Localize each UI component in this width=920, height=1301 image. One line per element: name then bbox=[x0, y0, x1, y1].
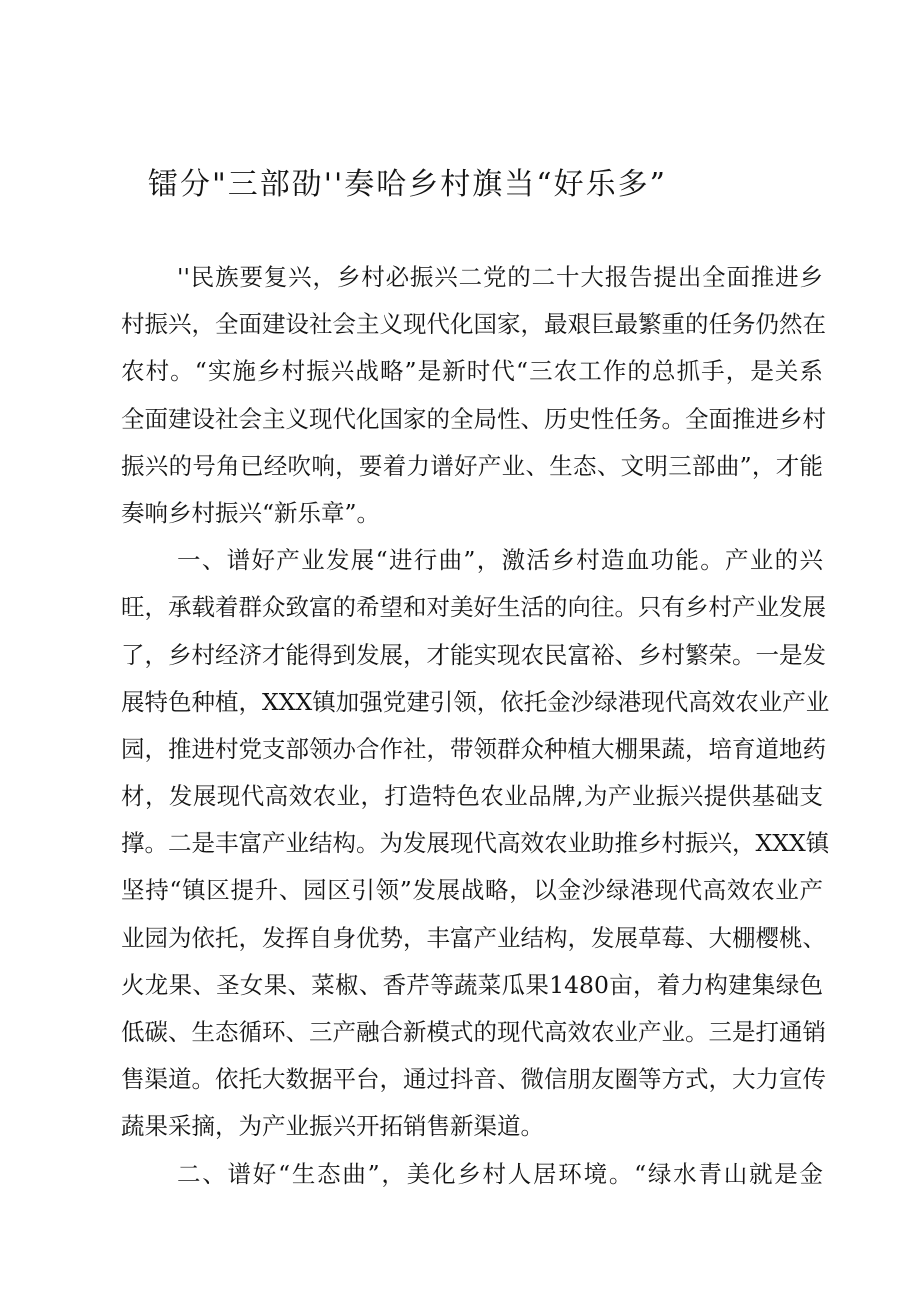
text-line: 村振兴，全面建设社会主义现代化国家，最艰巨最繁重的任务仍然在 bbox=[121, 310, 826, 339]
text-line: 坚持“镇区提升、园区引领”发展战略，以金沙绿港现代高效农业产 bbox=[121, 876, 823, 905]
document-title: 镭分"三部劭''奏哈乡村旗当“好乐多” bbox=[148, 167, 667, 202]
text-line: 一、谱好产业发展“进行曲”，激活乡村造血功能。产业的兴 bbox=[177, 546, 823, 575]
text-line: 二、谱好“生态曲”，美化乡村人居环境。“绿水青山就是金 bbox=[177, 1159, 823, 1188]
text-line: 旺，承载着群众致富的希望和对美好生活的向往。只有乡村产业发展 bbox=[121, 593, 826, 622]
document-body bbox=[121, 254, 830, 1198]
text-line: 振兴的号角已经吹响，要着力谱好产业、生态、文明三部曲”，才能 bbox=[121, 451, 823, 480]
text-line: 业园为依托，发挥自身优势，丰富产业结构，发展草莓、大棚樱桃、 bbox=[121, 923, 826, 952]
text-line: 售渠道。依托大数据平台，通过抖音、微信朋友圈等方式，大力宣传 bbox=[121, 1065, 826, 1094]
text-line: 撑。二是丰富产业结构。为发展现代高效农业助推乡村振兴，XXX镇 bbox=[121, 829, 830, 858]
text-line: 蔬果采摘，为产业振兴开拓销售新渠道。 bbox=[121, 1112, 544, 1141]
text-line: 奏响乡村振兴“新乐章”。 bbox=[121, 498, 381, 527]
text-line: 了，乡村经济才能得到发展，才能实现农民富裕、乡村繁荣。一是发 bbox=[121, 640, 826, 669]
text-line: 材，发展现代高效农业，打造特色农业品牌,为产业振兴提供基础支 bbox=[121, 782, 823, 811]
text-line: ''民族要复兴，乡村必振兴二党的二十大报告提出全面推进乡 bbox=[177, 263, 823, 291]
text-line: 全面建设社会主义现代化国家的全局性、历史性任务。全面推进乡村 bbox=[121, 404, 826, 433]
text-line: 农村。“实施乡村振兴战略”是新时代“三农工作的总抓手，是关系 bbox=[121, 357, 823, 386]
text-line: 展特色种植，XXX镇加强党建引领，依托金沙绿港现代高效农业产业 bbox=[121, 687, 830, 716]
text-line: 火龙果、圣女果、菜椒、香芹等蔬菜瓜果1480亩，着力构建集绿色 bbox=[121, 970, 823, 999]
text-line: 低碳、生态循环、三产融合新模式的现代高效农业产业。三是打通销 bbox=[121, 1018, 826, 1046]
text-line: 园，推进村党支部领办合作社，带领群众种植大棚果蔬，培育道地药 bbox=[121, 734, 826, 763]
